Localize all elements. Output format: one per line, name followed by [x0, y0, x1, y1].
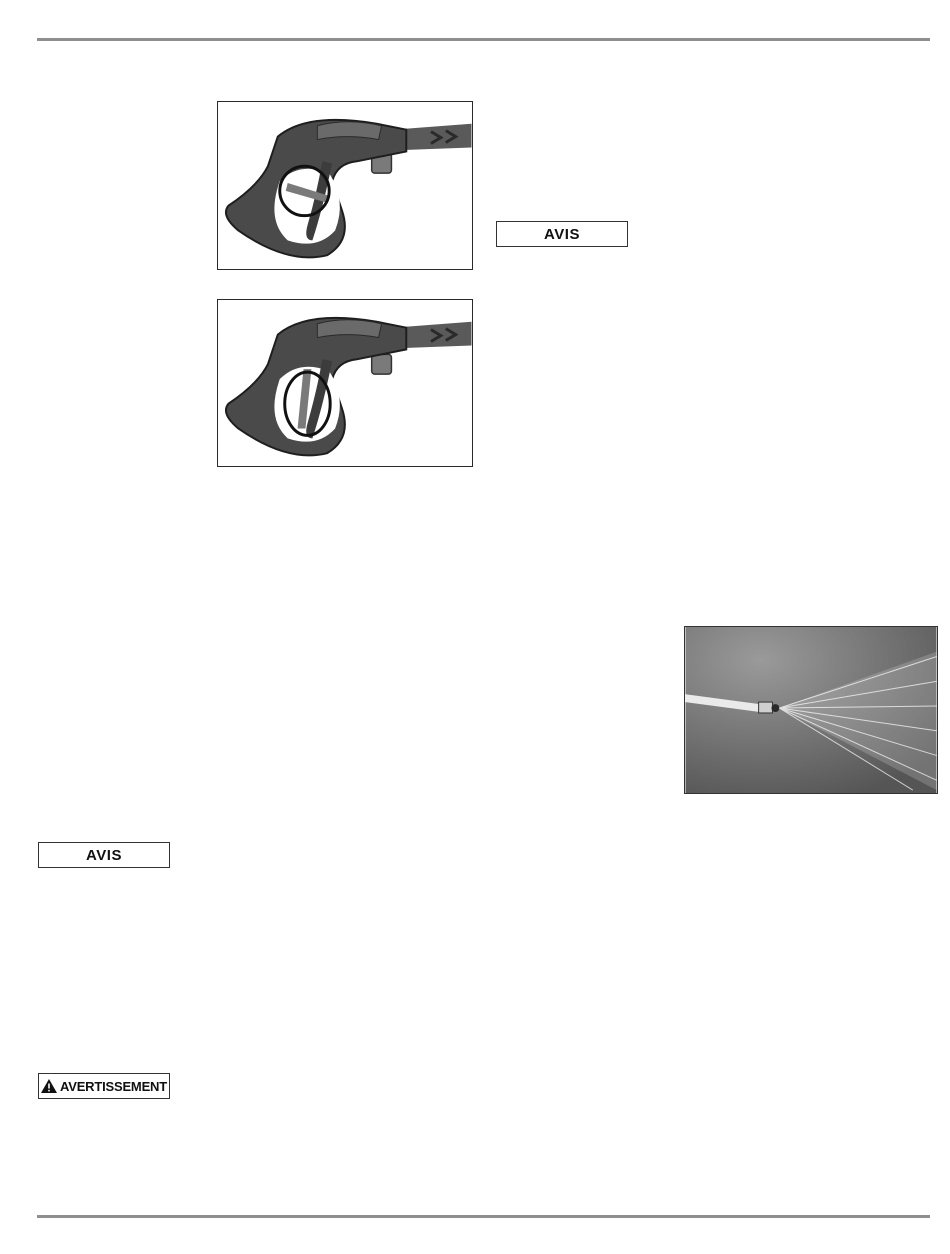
notice-label — [496, 221, 628, 247]
spray-gun-locked-illustration — [218, 102, 472, 269]
notice-label-text: AVIS — [86, 846, 122, 864]
nozzle-spray-illustration — [685, 627, 937, 793]
bottom-rule — [37, 1215, 930, 1218]
spray-gun-unlocked-illustration — [218, 300, 472, 466]
spray-gun-unlocked-figure — [217, 299, 473, 467]
notice-label — [38, 842, 170, 868]
warning-label — [38, 1073, 170, 1099]
notice-label-text: AVIS — [544, 225, 580, 243]
nozzle-spray-photo — [684, 626, 938, 794]
warning-triangle-icon — [41, 1079, 57, 1093]
spray-gun-locked-figure — [217, 101, 473, 270]
warning-label-text: AVERTISSEMENT — [60, 1078, 167, 1094]
top-rule — [37, 38, 930, 41]
